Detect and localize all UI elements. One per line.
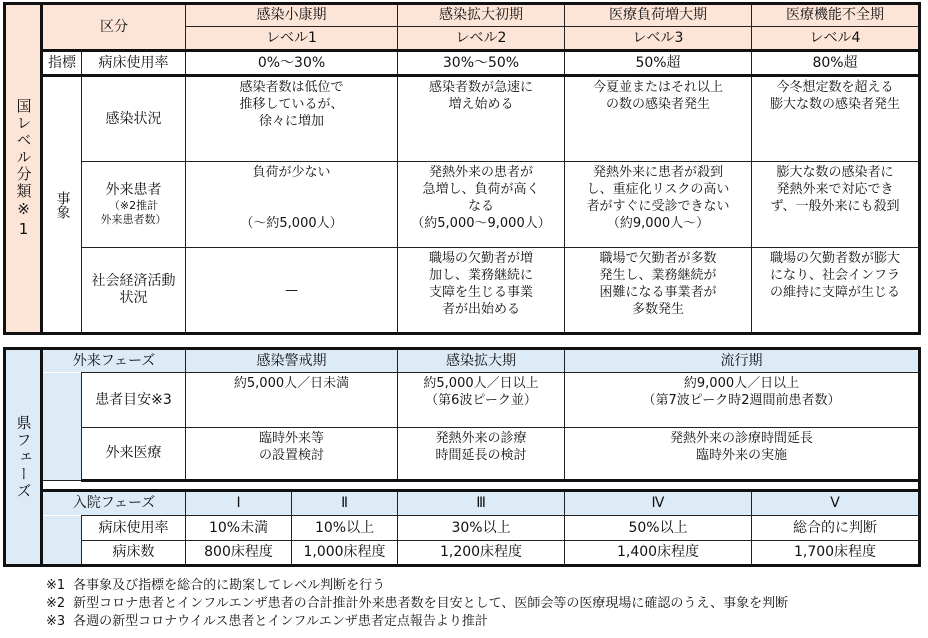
footnote [46, 595, 796, 613]
event-label: 事象 [42, 76, 82, 334]
inpatient-phase-header: Ⅰ [186, 491, 292, 516]
inpatient-bed-rate: 10%未満 [186, 516, 292, 541]
division-header: 区分 [42, 4, 186, 51]
phase-header: 医療負荷増大期 [565, 4, 752, 27]
phase-header: 感染小康期 [186, 4, 398, 27]
outpatient-cell: 負荷が少ない （～約5,000人） [186, 162, 398, 248]
outpatient-label [82, 162, 186, 248]
inpatient-bed-rate: 30%以上 [398, 516, 565, 541]
phase-header: 感染拡大初期 [398, 4, 565, 27]
patient-guide-cell: 約5,000人／日以上 （第6波ピーク並） [398, 373, 565, 428]
socio-cell: 職場の欠勤者が増 加し、業務継続に 支障を生じる事業 者が出始める [398, 248, 565, 334]
blue-indent [42, 516, 82, 566]
beds-label: 病床数 [82, 541, 186, 566]
infection-cell: 感染者数は低位で 推移しているが、 徐々に増加 [186, 76, 398, 162]
socio-cell: — [186, 248, 398, 334]
outpatient-care-label: 外来医療 [82, 428, 186, 481]
outpatient-phase-label: 外来フェーズ [42, 349, 186, 373]
footnote-mark: ※3 [46, 614, 66, 629]
patient-guide-cell: 約5,000人／日未満 [186, 373, 398, 428]
inpatient-bed-rate: 10%以上 [292, 516, 398, 541]
inpatient-phase-header: Ⅱ [292, 491, 398, 516]
prefecture-side-label: 県フェーズ [5, 349, 42, 566]
outpatient-cell: 発熱外来に患者が殺到 し、重症化リスクの高い 者がすぐに受診できない （約9,000人～） [565, 162, 752, 248]
socio-cell: 職場の欠勤者数が膨大 になり、社会インフラ の維持に支障が生じる [752, 248, 920, 334]
prefecture-phase-table [3, 347, 921, 567]
bed-rate-value: 0%～30% [186, 51, 398, 76]
outpatient-cell: 膨大な数の感染者に 発熱外来で対応でき ず、一般外来にも殺到 [752, 162, 920, 248]
level-header: レベル1 [186, 27, 398, 51]
infection-label: 感染状況 [82, 76, 186, 162]
inpatient-bed-rate-label: 病床使用率 [82, 516, 186, 541]
outpatient-cell: 発熱外来の患者が 急増し、負荷が高く なる （約5,000～9,000人） [398, 162, 565, 248]
infection-cell: 今夏並またはそれ以上 の数の感染者発生 [565, 76, 752, 162]
footnote-text: 各事象及び指標を総合的に勘案してレベル判断を行う [73, 578, 386, 593]
national-side-label: 国レベル分類※1 [5, 4, 42, 334]
socio-cell: 職場で欠勤者が多数 発生し、業務継続が 困難になる事業者が 多数発生 [565, 248, 752, 334]
bed-rate-value: 50%超 [565, 51, 752, 76]
footnote-text: 新型コロナ患者とインフルエンザ患者の合計推計外来患者数を目安として、医師会等の医療現場に確認のうえ、事象を判断 [73, 596, 789, 611]
outpatient-phase-header: 感染警戒期 [186, 349, 398, 373]
level-header: レベル3 [565, 27, 752, 51]
beds-value: 1,400床程度 [565, 541, 752, 566]
bed-rate-value: 30%～50% [398, 51, 565, 76]
outpatient-phase-header: 感染拡大期 [398, 349, 565, 373]
footnote-mark: ※2 [46, 596, 66, 611]
inpatient-phase-header: Ⅴ [752, 491, 920, 516]
beds-value: 1,700床程度 [752, 541, 920, 566]
outpatient-sublabel: （※2推計 外来患者数） [100, 199, 167, 226]
beds-value: 1,200床程度 [398, 541, 565, 566]
blue-indent [42, 373, 82, 481]
footnote-mark: ※1 [46, 578, 66, 593]
spacer-row [42, 481, 920, 491]
level-header: レベル2 [398, 27, 565, 51]
indicator-label: 指標 [42, 51, 82, 76]
inpatient-phase-header: Ⅳ [565, 491, 752, 516]
patient-guide-label: 患者目安※3 [82, 373, 186, 428]
bed-rate-label: 病床使用率 [82, 51, 186, 76]
beds-value: 800床程度 [186, 541, 292, 566]
outpatient-care-cell: 臨時外来等 の設置検討 [186, 428, 398, 481]
bed-rate-value: 80%超 [752, 51, 920, 76]
inpatient-bed-rate: 総合的に判断 [752, 516, 920, 541]
patient-guide-cell: 約9,000人／日以上 （第7波ピーク時2週間前患者数） [565, 373, 920, 428]
phase-header: 医療機能不全期 [752, 4, 920, 27]
outpatient-care-cell: 発熱外来の診療時間延長 臨時外来の実施 [565, 428, 920, 481]
beds-value: 1,000床程度 [292, 541, 398, 566]
infection-cell: 感染者数が急速に 増え始める [398, 76, 565, 162]
outpatient-label-text: 外来患者 [105, 182, 162, 198]
footnote [46, 613, 796, 631]
inpatient-phase-label: 入院フェーズ [42, 491, 186, 516]
level-header: レベル4 [752, 27, 920, 51]
footnote [46, 577, 796, 595]
footnote-text: 各週の新型コロナウイルス患者とインフルエンザ患者定点報告より推計 [73, 614, 488, 629]
national-level-table [3, 2, 921, 335]
outpatient-care-cell: 発熱外来の診療 時間延長の検討 [398, 428, 565, 481]
infection-cell: 今冬想定数を超える 膨大な数の感染者発生 [752, 76, 920, 162]
socio-label: 社会経済活動 状況 [82, 248, 186, 334]
inpatient-bed-rate: 50%以上 [565, 516, 752, 541]
outpatient-phase-header: 流行期 [565, 349, 920, 373]
footnotes [46, 577, 796, 631]
inpatient-phase-header: Ⅲ [398, 491, 565, 516]
